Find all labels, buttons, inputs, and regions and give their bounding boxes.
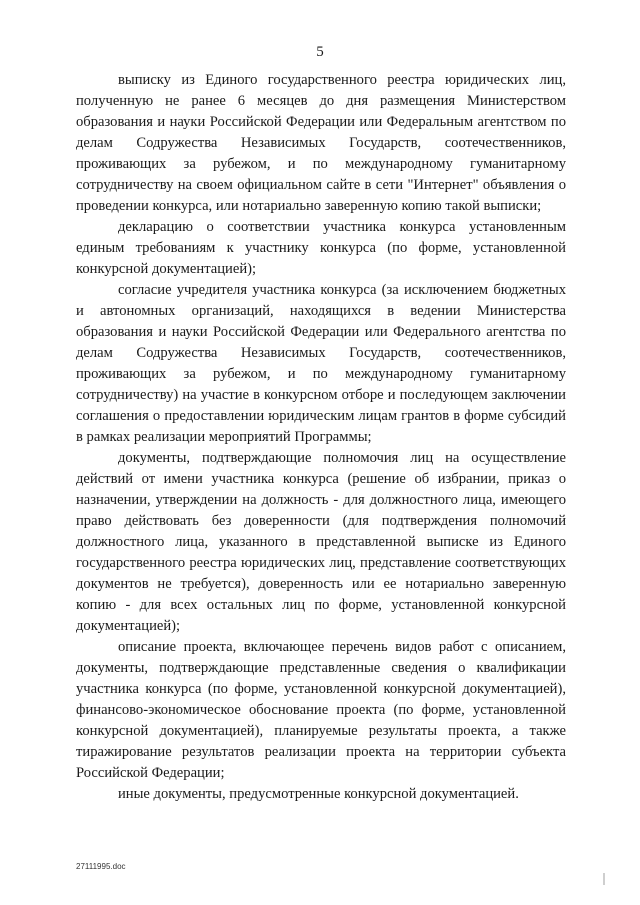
document-filename: 27111995.doc	[76, 862, 126, 871]
paragraph-declaration: декларацию о соответствии участника конкурса установленным единым требованиям к участнику конкурса (по форме, установленной конкурсной документацией);	[76, 219, 566, 277]
paragraph-project-description: описание проекта, включающее перечень видов работ с описанием, документы, подтверждающие представленные сведения о квалификации участника конкурса (по форме, установленной конкурсной документацией), финансово-экономическое обоснование проекта (по форме, установленной конкурсной документацией), планируемые результаты проекта, а также тиражирование результатов реализации проекта на территории субъекта Российской Федерации;	[76, 639, 566, 781]
page-number: 5	[316, 44, 324, 60]
paragraph-other-documents: иные документы, предусмотренные конкурсной документацией.	[118, 786, 519, 802]
paragraph-founder-consent: согласие учредителя участника конкурса (за исключением бюджетных и автономных организаций, находящихся в ведении Министерства образования и науки Российской Федерации или Федерального агентства по делам Содружества Независимых Государств, соотечественников, проживающих за рубежом, и по международному гуманитарному сотрудничеству) на участие в конкурсном отборе и последующем заключении соглашения о предоставлении юридическим лицам грантов в форме субсидий в рамках реализации мероприятий Программы;	[76, 282, 566, 445]
paragraph-authority-documents: документы, подтверждающие полномочия лиц на осуществление действий от имени участника конкурса (решение об избрании, приказ о назначении, утверждении на должность - для должностного лица, имеющего право действовать без доверенности (для подтверждения полномочий должностного лица, указанного в представленной выписке из Единого государственного реестра юридических лиц, представление соответствующих документов не требуется), доверенность или ее нотариально заверенную копию - для всех остальных лиц по форме, установленной конкурсной документацией);	[76, 450, 566, 634]
document-body	[76, 70, 566, 805]
scan-artifact	[603, 873, 605, 885]
paragraph-egrul-extract: выписку из Единого государственного реестра юридических лиц, полученную не ранее 6 месяцев до дня размещения Министерством образования и науки Российской Федерации или Федеральным агентством по делам Содружества Независимых Государств, соотечественников, проживающих за рубежом, и по международному гуманитарному сотрудничеству на своем официальном сайте в сети "Интернет" объявления о проведении конкурса, или нотариально заверенную копию такой выписки;	[76, 72, 566, 214]
